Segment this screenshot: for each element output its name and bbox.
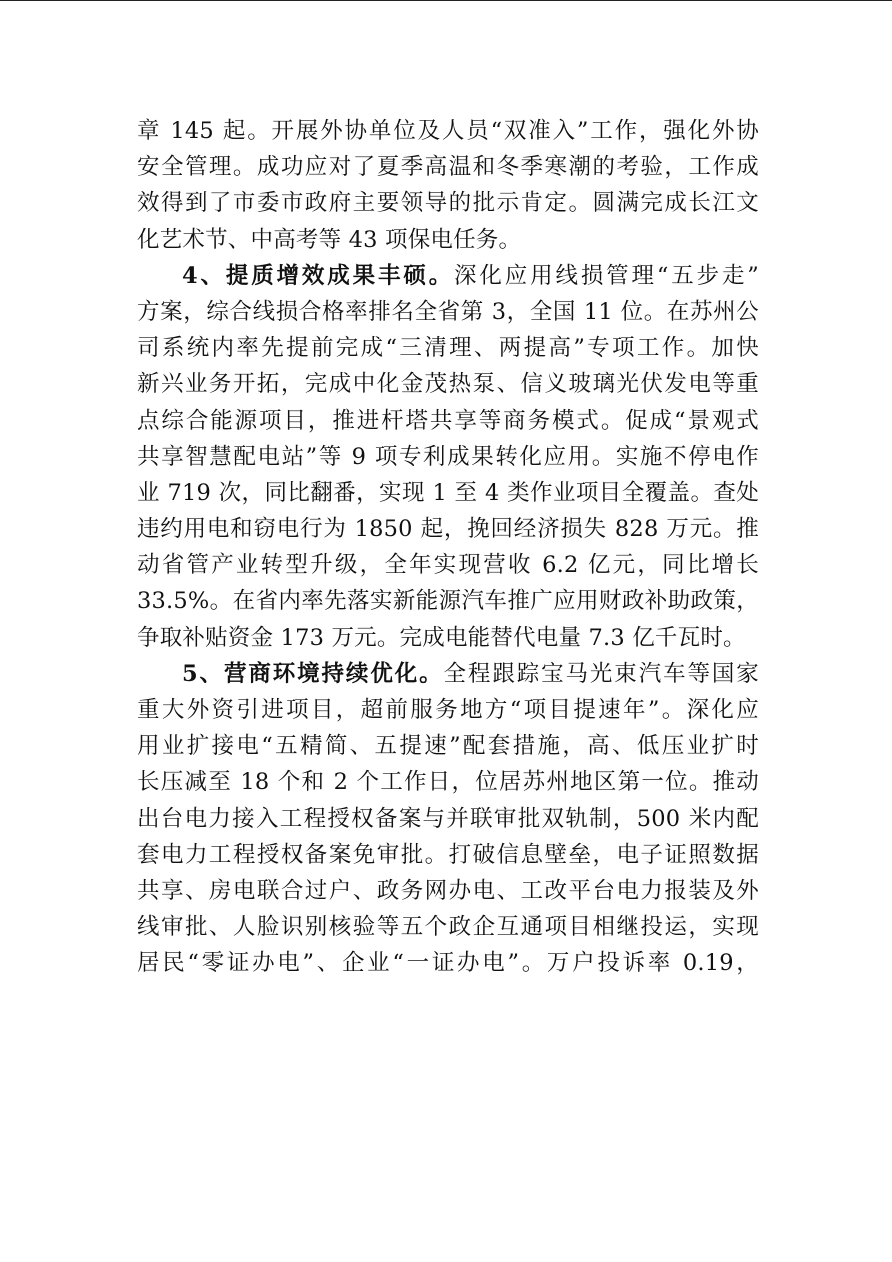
text-line: 居民“零证办电”、企业“一证办电”。万户投诉率 0.19， [137, 950, 759, 977]
text-line: 用业扩接电“五精简、五提速”配套措施，高、低压业扩时 [137, 733, 759, 760]
paragraph-business-environment [137, 656, 759, 982]
text-line: 动省管产业转型升级，全年实现营收 6.2 亿元，同比增长 [137, 552, 759, 579]
text-line [137, 258, 759, 294]
section-heading: 4、提质增效成果丰硕。 [182, 262, 455, 289]
text-line: 出台电力接入工程授权备案与并联审批双轨制，500 米内配 [137, 805, 759, 832]
paragraph-safety [137, 113, 759, 258]
text-line: 方案，综合线损合格率排名全省第 3，全国 11 位。在苏州公 [137, 298, 759, 325]
text-line [137, 656, 759, 692]
text-line: 业 719 次，同比翻番，实现 1 至 4 类作业项目全覆盖。查处 [137, 479, 759, 506]
text-run: 深化应用线损管理“五步走” [454, 262, 759, 289]
text-line: 33.5%。在省内率先落实新能源汽车推广应用财政补助政策， [137, 588, 759, 615]
text-line: 争取补贴资金 173 万元。完成电能替代电量 7.3 亿千瓦时。 [137, 624, 746, 651]
text-line: 效得到了市委市政府主要领导的批示肯定。圆满完成长江文 [137, 190, 759, 217]
text-line: 点综合能源项目，推进杆塔共享等商务模式。促成“景观式 [137, 407, 759, 434]
text-line: 司系统内率先提前完成“三清理、两提高”专项工作。加快 [137, 335, 759, 362]
text-line: 章 145 起。开展外协单位及人员“双准入”工作，强化外协 [137, 118, 759, 144]
text-line: 套电力工程授权备案免审批。打破信息壁垒，电子证照数据 [137, 841, 759, 868]
section-heading: 5、营商环境持续优化。 [182, 660, 444, 687]
text-line: 长压减至 18 个和 2 个工作日，位居苏州地区第一位。推动 [137, 769, 759, 796]
text-run: 全程跟踪宝马光束汽车等国家 [443, 660, 759, 687]
text-line: 化艺术节、中高考等 43 项保电任务。 [137, 226, 522, 253]
paragraph-quality-efficiency [137, 258, 759, 656]
text-line: 线审批、人脸识别核验等五个政企互通项目相继投运，实现 [137, 914, 759, 941]
text-line: 共享、房电联合过户、政务网办电、工改平台电力报装及外 [137, 877, 759, 904]
text-line: 违约用电和窃电行为 1850 起，挽回经济损失 828 万元。推 [137, 516, 759, 543]
text-line: 新兴业务开拓，完成中化金茂热泵、信义玻璃光伏发电等重 [137, 371, 759, 398]
text-line: 安全管理。成功应对了夏季高温和冬季寒潮的考验，工作成 [137, 154, 759, 181]
text-line: 共享智慧配电站”等 9 项专利成果转化应用。实施不停电作 [137, 443, 759, 470]
text-line: 重大外资引进项目，超前服务地方“项目提速年”。深化应 [137, 697, 759, 723]
document-body [137, 113, 759, 982]
